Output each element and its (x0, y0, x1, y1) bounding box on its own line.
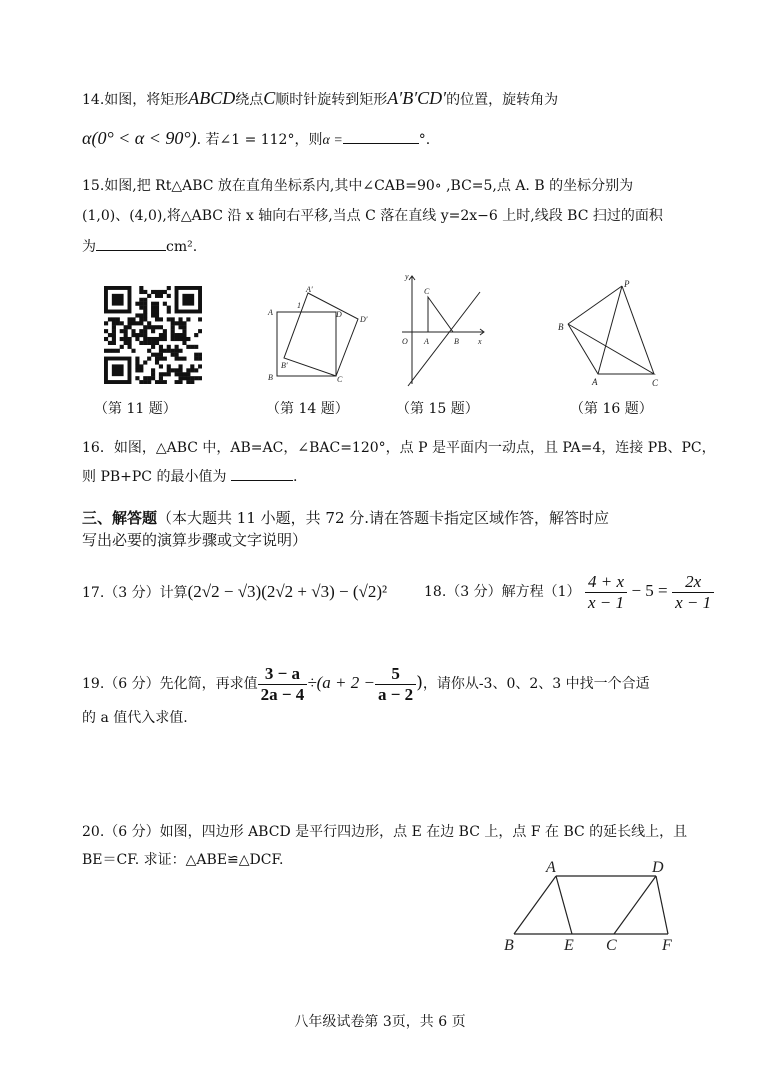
q19-tail: ，请你从-3、0、2、3 中找一个合适 (422, 676, 650, 692)
q17-label: 17.（3 分）计算 (82, 585, 188, 601)
q15-answer-blank (96, 236, 166, 251)
q14-text-f: °. (418, 132, 431, 148)
q14-text-a: 14.如图，将矩形 (82, 92, 189, 108)
caption-q15: （第 15 题） (396, 401, 479, 417)
q20-line2: BE＝CF. 求证：△ABE≌△DCF. (82, 852, 284, 868)
label-b: B (558, 322, 564, 332)
section3-desc1: （本大题共 11 小题，共 72 分.请在答题卡指定区域作答，解答时应 (157, 509, 610, 527)
q14-alpha-range: α(0° < α < 90°) (82, 128, 197, 148)
segment-df (656, 876, 668, 934)
rect-a1b1cd1 (284, 293, 358, 376)
section3-line2: 写出必要的演算步骤或文字说明） (82, 531, 308, 549)
q18-denominator-2: x − 1 (675, 592, 712, 612)
label-o: O (402, 337, 408, 346)
section3-line1 (82, 508, 609, 528)
label-b: B (504, 937, 514, 954)
q15-text-b: cm². (166, 239, 198, 255)
q17-expression: (2√2 − √3)(2√2 + √3) − (√2)² (187, 582, 388, 601)
segment-dc (614, 876, 656, 934)
q19-denominator-1: 2a − 4 (260, 684, 305, 704)
q18-denominator-1: x − 1 (587, 592, 625, 612)
label-c: C (652, 378, 659, 388)
label-a: A (424, 337, 429, 346)
label-a: A (546, 859, 556, 876)
q19-fraction-1 (258, 664, 308, 705)
q14-rect2: A′B′CD′ (387, 88, 447, 108)
q15-line3 (82, 236, 197, 257)
label-d: D (652, 859, 664, 876)
q15-line2: (1,0)、(4,0),将△ABC 沿 x 轴向右平移,当点 C 落在直线 y=2x−6 上时,线段 BC 扫过的面积 (82, 208, 663, 224)
label-b-prime: B′ (281, 361, 288, 370)
q19-operator: ÷(a + 2 − (307, 673, 375, 692)
label-e: E (564, 937, 574, 954)
segment-ae (556, 876, 572, 934)
q18-numerator-1: 4 + x (585, 572, 627, 593)
q20-line1: 20.（6 分）如图，四边形 ABCD 是平行四边形，点 E 在边 BC 上，点 F 在 BC 的延长线上，且 (82, 824, 688, 840)
label-y: y (405, 272, 409, 281)
label-c: C (424, 287, 430, 296)
q18-middle: − 5 = (631, 581, 668, 600)
q19-close: ) (416, 673, 423, 693)
label-d-prime: D′ (360, 315, 368, 324)
q18-label: 18.（3 分）解方程（1） (424, 584, 581, 600)
label-c: C (606, 937, 617, 954)
q17 (82, 582, 387, 603)
line-y-2x-6 (408, 292, 480, 386)
caption-q11: （第 11 题） (94, 401, 177, 417)
segment-pa (598, 286, 622, 374)
q15-line1: 15.如图,把 Rt△ABC 放在直角坐标系内,其中∠CAB=90∘ ,BC=5,点 A. B 的坐标分别为 (82, 178, 634, 194)
label-b: B (454, 337, 459, 346)
q18-fraction-left (585, 572, 627, 613)
label-c: C (337, 375, 343, 384)
caption-q16: （第 16 题） (570, 401, 653, 417)
q14-point-c: C (263, 88, 276, 108)
segment-ab (514, 876, 556, 934)
triangle-abc (568, 324, 654, 374)
q14-text-d: 的位置，旋转角为 (446, 92, 559, 108)
q19-label: 19.（6 分）先化简，再求值 (82, 676, 258, 692)
q14-line1 (82, 88, 558, 110)
q19-numerator-2: 5 (375, 664, 416, 685)
label-d: D (336, 310, 342, 319)
q14-text-c: 顺时针旋转到矩形 (275, 92, 388, 108)
q16-text-b: . (292, 469, 298, 485)
q19-denominator-2: a − 2 (378, 684, 414, 704)
q15-text-a: 为 (82, 239, 96, 255)
q16-line2 (82, 466, 297, 487)
label-a: A (592, 377, 598, 387)
label-a: A (268, 308, 273, 317)
q14-answer-blank (343, 129, 419, 144)
section3-title: 三、解答题 (82, 509, 158, 527)
q14-text-b: 绕点 (235, 92, 264, 108)
q16-text-a: 则 PB+PC 的最小值为 (82, 469, 227, 485)
caption-q14: （第 14 题） (266, 401, 349, 417)
q14-text-e: . 若∠1 = 112°，则 (196, 132, 323, 148)
segment-pb (568, 286, 622, 324)
label-x: x (478, 337, 482, 346)
q16-answer-blank (231, 466, 293, 481)
label-angle-1: 1 (297, 301, 301, 310)
q16-line1: 16．如图，△ABC 中，AB=AC，∠BAC=120°，点 P 是平面内一动点，且 PA=4，连接 PB、PC， (82, 440, 716, 456)
label-b: B (268, 373, 273, 382)
q19-fraction-2 (375, 664, 416, 705)
q14-alpha-eq: α = (322, 133, 343, 148)
q14-rect1: ABCD (188, 88, 236, 108)
q19-line1 (82, 660, 650, 707)
figure-q15 (398, 270, 492, 390)
q14-line2 (82, 128, 430, 151)
q18 (424, 568, 714, 615)
q19-line2: 的 a 值代入求值. (82, 710, 188, 726)
label-f: F (662, 937, 672, 954)
q18-numerator-2: 2x (672, 572, 714, 593)
label-p: P (624, 279, 630, 289)
label-a-prime: A′ (306, 286, 313, 294)
figure-q20-parallelogram (500, 854, 690, 958)
q19-numerator-1: 3 − a (258, 664, 308, 685)
page-footer: 八年级试卷第 3页，共 6 页 (294, 1014, 466, 1030)
figure-q14 (258, 286, 378, 390)
qr-code-image (104, 286, 202, 384)
q18-fraction-right (672, 572, 714, 613)
figure-q16 (556, 276, 672, 388)
segment-pc (622, 286, 654, 374)
triangle-abc (428, 297, 453, 332)
